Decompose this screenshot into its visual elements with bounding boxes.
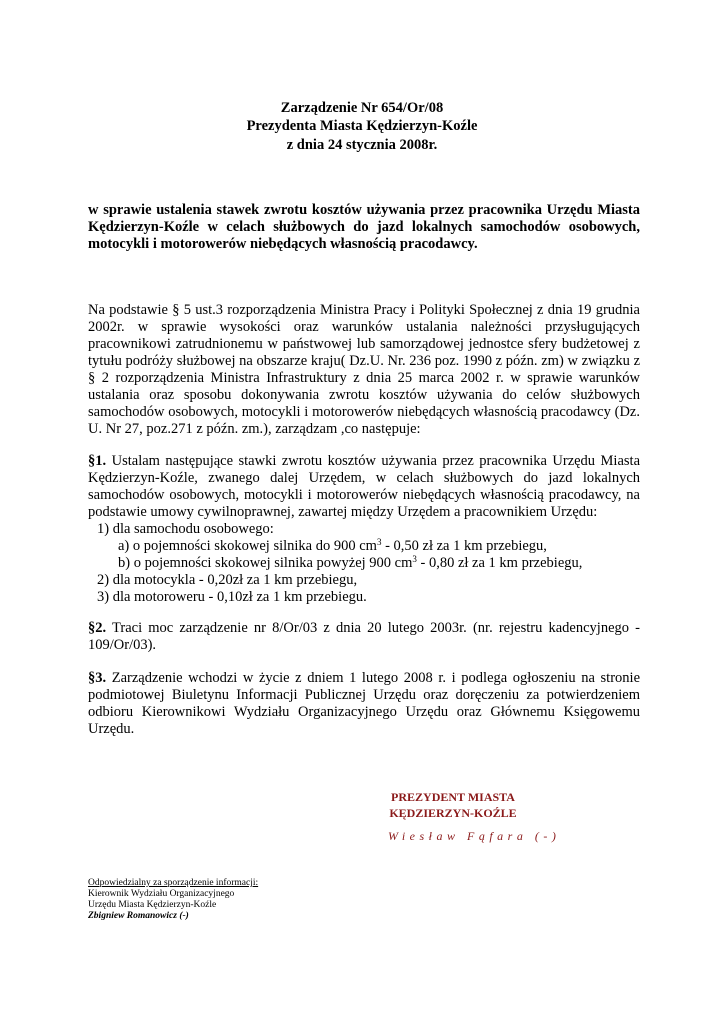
item-1b-sup: 3 [412, 554, 417, 564]
item-1b [118, 555, 582, 572]
section-1-text: Ustalam następujące stawki zwrotu kosztów używania przez pracownika Urzędu Miasta Kędzierzyn-Koźle, zwanego dalej Urzędem, w celach służbowych do jazd lokalnych samochodów osobowych, motocykli i motorowerów niebędących własnością pracodawcy, na podstawie umowy cywilnoprawnej, zawartej między Urzędem a pracownikiem Urzędu: [88, 453, 641, 520]
item-2: 2) dla motocykla - 0,20zł za 1 km przebiegu, [97, 572, 358, 588]
item-1b-rate: - 0,80 zł za 1 km przebiegu, [416, 555, 583, 571]
item-1a-sup: 3 [376, 537, 382, 547]
section-1 [88, 453, 640, 521]
footer-label: Odpowiedzialny za sporządzenie informacji: [88, 878, 259, 888]
section-2 [88, 620, 640, 654]
footer-name: Zbigniew Romanowicz (-) [88, 911, 189, 921]
document-date: z dnia 24 stycznia 2008r. [286, 137, 438, 153]
item-1b-text: b) o pojemności skokowej silnika powyżej 900 cm [118, 555, 413, 571]
signature-name: Wiesław Fąfara (-) [388, 829, 561, 843]
section-1-mark: §1. [88, 453, 107, 469]
signature-title-1: PREZYDENT MIASTA [391, 790, 515, 804]
document-subject: w sprawie ustalenia stawek zwrotu kosztów używania przez pracownika Urzędu Miasta Kędzierzyn-Koźle w celach służbowych do jazd lokalnych samochodów osobowych, motocykli i motorowerów niebędących własnością pracodawcy. [88, 202, 640, 252]
signature-title-2: KĘDZIERZYN-KOŹLE [389, 806, 517, 820]
document-issuer: Prezydenta Miasta Kędzierzyn-Koźle [246, 118, 478, 134]
section-2-text: Traci moc zarządzenie nr 8/Or/03 z dnia 20 lutego 2003r. (nr. rejestru kadencyjnego - 109/Or/03). [88, 620, 640, 653]
footer-line-1: Kierownik Wydziału Organizacyjnego [88, 889, 235, 899]
preamble: Na podstawie § 5 ust.3 rozporządzenia Ministra Pracy i Polityki Społecznej z dnia 19 grudnia 2002r. w sprawie wysokości oraz warunków ustalania należności przysługujących pracownikowi zatrudnionemu w państwowej lub samorządowej jednostce sfery budżetowej z tytułu podróży służbowej na obszarze kraju( Dz.U. Nr. 236 poz. 1990 z późn. zm) w związku z § 2 rozporządzenia Ministra Infrastruktury z dnia 25 marca 2002 r. w sprawie warunków ustalania oraz sposobu dokonywania zwrotu kosztów używania do celów służbowych samochodów osobowych, motocykli i motorowerów niebędących własnością pracodawcy (Dz. U. Nr 27, poz.271 z późn. zm.), zarządzam ,co następuje: [88, 302, 640, 437]
item-1: 1) dla samochodu osobowego: [97, 521, 274, 537]
item-1a-text: a) o pojemności skokowej silnika do 900 cm [118, 538, 377, 554]
footer-line-2: Urzędu Miasta Kędzierzyn-Koźle [88, 900, 217, 910]
section-3 [88, 670, 640, 738]
document-title: Zarządzenie Nr 654/Or/08 [280, 100, 444, 116]
signature-block [380, 789, 526, 821]
item-3: 3) dla motoroweru - 0,10zł za 1 km przebiegu. [97, 589, 367, 605]
item-1a [118, 538, 547, 555]
item-1a-rate: - 0,50 zł za 1 km przebiegu, [381, 538, 547, 554]
section-2-mark: §2. [88, 620, 107, 636]
section-3-text: Zarządzenie wchodzi w życie z dniem 1 lutego 2008 r. i podlega ogłoszeniu na stronie podmiotowej Biuletynu Informacji Publicznej Urzędu oraz doręczeniu za potwierdzeniem odbioru Kierownikowi Wydziału Organizacyjnego Urzędu oraz Głównemu Księgowemu Urzędu. [88, 670, 640, 737]
section-3-mark: §3. [88, 670, 107, 686]
